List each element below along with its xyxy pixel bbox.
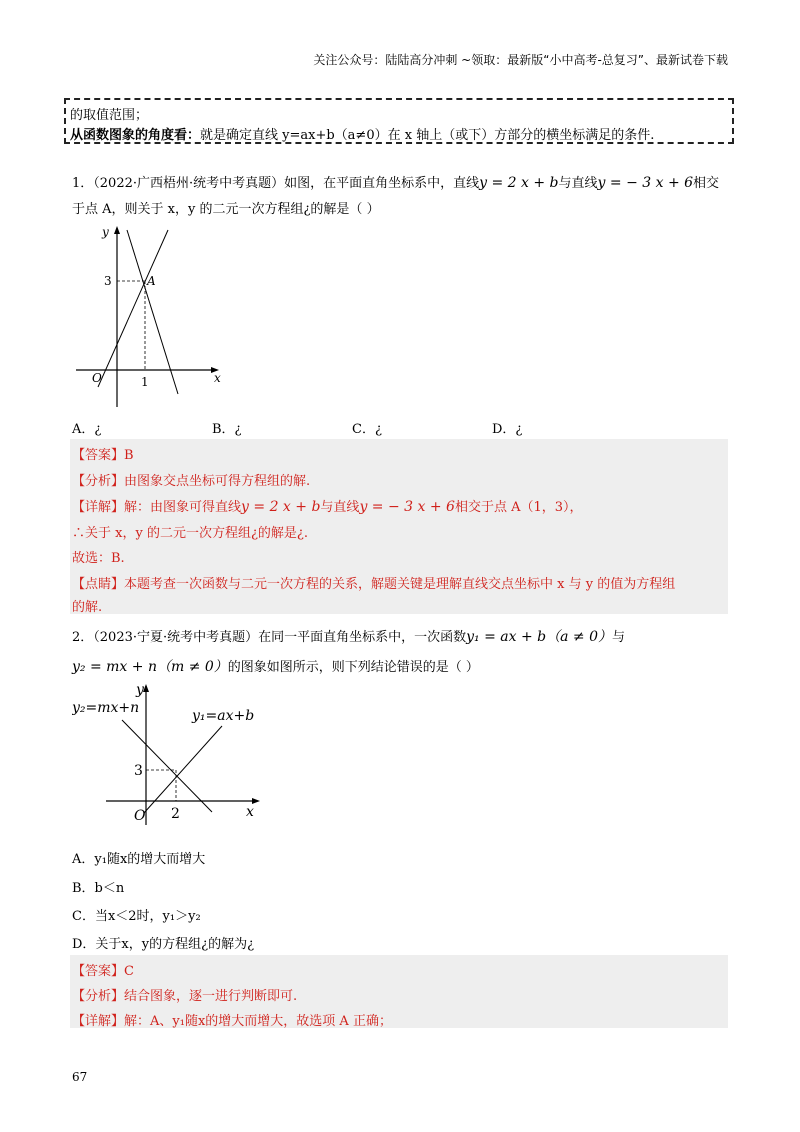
intro-line-1: 的取值范围；	[70, 108, 149, 123]
q2-stem-line-1	[72, 626, 625, 646]
q2-analysis-tag: 【分析】	[72, 989, 125, 1004]
q1-comment-tag: 【点睛】	[72, 577, 125, 592]
q1-stem-line-1	[72, 172, 719, 191]
q2-origin-label: O	[134, 808, 146, 824]
q2-detail	[72, 1010, 392, 1029]
page-number: 67	[72, 1070, 88, 1084]
q1-comment-line-1	[72, 573, 675, 592]
intro-rest: 就是确定直线 y=ax+b（a≠0）在 x 轴上（或下）方部分的横坐标满足的条件.	[200, 128, 655, 143]
intro-box	[64, 98, 734, 144]
q1-option-b: B．¿	[212, 422, 242, 437]
q2-detail-tag: 【详解】	[72, 1014, 125, 1029]
q1-detail-eq-1: y = 2 x + b	[241, 499, 321, 515]
q1-analysis-tag: 【分析】	[72, 474, 125, 489]
q1-detail-eq-2: y = − 3 x + 6	[359, 499, 455, 515]
q1-text-a: 1．（2022·广西梧州·统考中考真题）如图，在平面直角坐标系中，直线	[72, 176, 480, 191]
q2-equation-2: y₂ = mx + n（m ≠ 0）	[72, 659, 228, 675]
q1-x-label: x	[214, 371, 221, 385]
q2-text-b: 与	[612, 630, 626, 645]
q1-detail-text-a: 解：由图象可得直线	[124, 500, 242, 515]
q1-y-arrow	[114, 226, 120, 234]
q1-stem-line-2: 于点 A，则关于 x，y 的二元一次方程组¿的解是（ ）	[72, 202, 380, 217]
q1-equation-1: y = 2 x + b	[479, 175, 559, 191]
q2-stem-line-2	[72, 656, 479, 676]
intro-line-2	[70, 124, 654, 143]
q1-text-b: 与直线	[558, 176, 598, 191]
q2-detail-text: 解：A、y₁随x的增大而增大，故选项 A 正确；	[124, 1014, 392, 1029]
intro-bold: 从函数图象的角度看：	[70, 128, 201, 143]
q1-choice: 故选：B.	[72, 551, 125, 566]
q2-y-label: y	[136, 682, 144, 698]
q1-line-y-2x-b	[98, 230, 168, 387]
q1-figure	[72, 222, 232, 414]
q1-y-label: y	[102, 225, 109, 239]
q2-line-y1	[144, 726, 222, 813]
q1-equation-2: y = − 3 x + 6	[597, 175, 694, 191]
q1-origin-label: O	[92, 371, 102, 385]
q1-detail-tag: 【详解】	[72, 500, 125, 515]
q2-equation-1: y₁ = ax + b（a ≠ 0）	[466, 629, 612, 645]
q1-option-a: A．¿	[72, 422, 102, 437]
q2-analysis-text: 结合图象，逐一进行判断即可.	[124, 989, 298, 1004]
q1-comment-text: 本题考查一次函数与二元一次方程的关系，解题关键是理解直线交点坐标中 x 与 y 的值为方程组	[124, 577, 676, 592]
q2-figure	[72, 680, 272, 830]
page-header: 关注公众号：陆陆高分冲刺 ~领取：最新版“小中高考-总复习”、最新试卷下载	[313, 53, 728, 67]
q2-option-c: C．当x＜2时，y₁＞y₂	[72, 909, 201, 924]
q2-tick-3: 3	[134, 763, 143, 779]
q1-tick-3: 3	[104, 274, 112, 288]
q1-option-c: C．¿	[352, 422, 382, 437]
q1-detail	[72, 496, 583, 515]
q2-analysis	[72, 985, 297, 1004]
q2-option-d: D．关于x，y的方程组¿的解为¿	[72, 937, 255, 952]
q1-option-d: D．¿	[492, 422, 523, 437]
q1-analysis-text: 由图象交点坐标可得方程组的解.	[124, 474, 311, 489]
q1-detail-text-c: 相交于点 A（1，3），	[454, 500, 583, 515]
q1-comment-line-2: 的解.	[72, 600, 103, 615]
q2-tick-2: 2	[171, 806, 180, 822]
q2-answer: 【答案】C	[72, 964, 134, 979]
q2-text-a: 2．（2023·宁夏·统考中考真题）在同一平面直角坐标系中，一次函数	[72, 630, 467, 645]
q1-tick-1: 1	[141, 375, 149, 389]
q1-analysis	[72, 470, 310, 489]
q2-y1-label: y₁=ax+b	[192, 708, 255, 724]
q2-option-b: B．b＜n	[72, 881, 125, 896]
q2-option-a: A．y₁随x的增大而增大	[72, 852, 206, 867]
q2-text-c: 的图象如图所示，则下列结论错误的是（ ）	[227, 660, 479, 675]
q1-point-a: A	[147, 274, 156, 288]
q1-detail-text-b: 与直线	[320, 500, 360, 515]
q2-y2-label: y₂=mx+n	[72, 700, 140, 716]
q1-answer: 【答案】B	[72, 448, 134, 463]
q2-x-label: x	[246, 804, 254, 820]
q1-conclusion: ∴关于 x，y 的二元一次方程组¿的解是¿.	[72, 526, 309, 541]
q1-text-c: 相交	[693, 176, 720, 191]
